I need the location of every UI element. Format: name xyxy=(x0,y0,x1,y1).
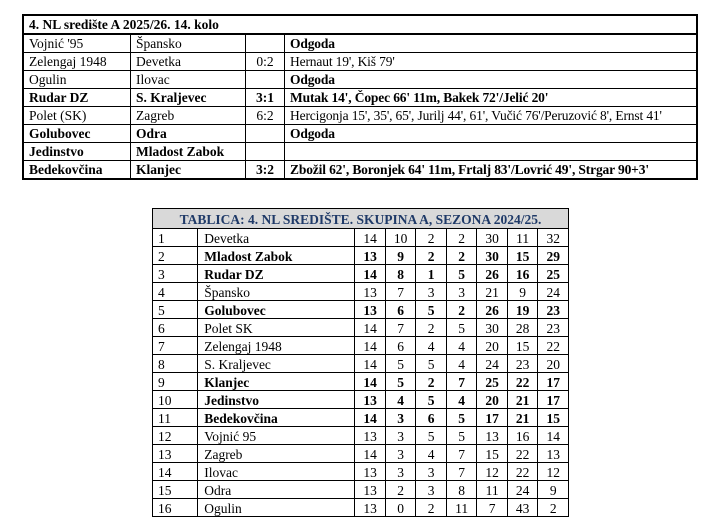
standings-wins: 2 xyxy=(385,481,416,499)
standings-points: 17 xyxy=(538,391,569,409)
standings-position: 8 xyxy=(153,355,198,373)
standings-position: 12 xyxy=(153,427,198,445)
standings-losses: 3 xyxy=(446,283,477,301)
standings-draws: 1 xyxy=(416,265,447,283)
standings-row xyxy=(153,481,569,499)
standings-wins: 8 xyxy=(385,265,416,283)
standings-goals-against: 21 xyxy=(507,391,538,409)
standings-position: 9 xyxy=(153,373,198,391)
standings-goals-against: 21 xyxy=(507,409,538,427)
standings-wins: 9 xyxy=(385,247,416,265)
standings-row xyxy=(153,229,569,247)
home-team: Polet (SK) xyxy=(23,107,131,125)
standings-goals-against: 28 xyxy=(507,319,538,337)
standings-draws: 3 xyxy=(416,463,447,481)
standings-losses: 4 xyxy=(446,355,477,373)
home-team: Jedinstvo xyxy=(23,143,131,161)
standings-points: 15 xyxy=(538,409,569,427)
standings-position: 4 xyxy=(153,283,198,301)
standings-goals-against: 23 xyxy=(507,355,538,373)
standings-team: Jedinstvo xyxy=(198,391,355,409)
standings-goals-for: 25 xyxy=(477,373,508,391)
standings-points: 9 xyxy=(538,481,569,499)
standings-draws: 6 xyxy=(416,409,447,427)
standings-losses: 2 xyxy=(446,229,477,247)
standings-team: S. Kraljevec xyxy=(198,355,355,373)
standings-played: 14 xyxy=(355,265,386,283)
standings-table xyxy=(152,208,569,517)
standings-row xyxy=(153,283,569,301)
standings-points: 14 xyxy=(538,427,569,445)
standings-points: 23 xyxy=(538,301,569,319)
standings-points: 32 xyxy=(538,229,569,247)
standings-draws: 2 xyxy=(416,373,447,391)
standings-wins: 7 xyxy=(385,283,416,301)
standings-draws: 2 xyxy=(416,499,447,517)
away-team: Devetka xyxy=(131,53,246,71)
standings-goals-against: 22 xyxy=(507,445,538,463)
results-title-row xyxy=(23,15,697,34)
match-row xyxy=(23,143,697,161)
standings-points: 13 xyxy=(538,445,569,463)
standings-goals-against: 22 xyxy=(507,463,538,481)
standings-goals-against: 9 xyxy=(507,283,538,301)
match-row xyxy=(23,107,697,125)
home-team: Rudar DZ xyxy=(23,89,131,107)
standings-position: 3 xyxy=(153,265,198,283)
standings-team: Polet SK xyxy=(198,319,355,337)
standings-losses: 5 xyxy=(446,427,477,445)
standings-played: 13 xyxy=(355,481,386,499)
standings-points: 23 xyxy=(538,319,569,337)
standings-goals-against: 15 xyxy=(507,247,538,265)
standings-draws: 2 xyxy=(416,247,447,265)
home-team: Ogulin xyxy=(23,71,131,89)
standings-played: 13 xyxy=(355,283,386,301)
standings-wins: 7 xyxy=(385,319,416,337)
standings-position: 2 xyxy=(153,247,198,265)
away-team: Ilovac xyxy=(131,71,246,89)
standings-row xyxy=(153,301,569,319)
standings-position: 1 xyxy=(153,229,198,247)
standings-played: 13 xyxy=(355,391,386,409)
standings-team: Odra xyxy=(198,481,355,499)
standings-row xyxy=(153,373,569,391)
match-scorers: Zbožil 62', Boronjek 64' 11m, Frtalj 83'/Lovrić 49', Strgar 90+3' xyxy=(285,161,698,180)
home-team: Vojnić '95 xyxy=(23,34,131,53)
match-scorers: Odgoda xyxy=(285,125,698,143)
standings-goals-against: 16 xyxy=(507,265,538,283)
standings-goals-against: 11 xyxy=(507,229,538,247)
standings-goals-for: 24 xyxy=(477,355,508,373)
standings-row xyxy=(153,265,569,283)
home-team: Golubovec xyxy=(23,125,131,143)
standings-draws: 5 xyxy=(416,427,447,445)
standings-losses: 8 xyxy=(446,481,477,499)
standings-row xyxy=(153,355,569,373)
standings-team: Ilovac xyxy=(198,463,355,481)
standings-losses: 11 xyxy=(446,499,477,517)
standings-goals-for: 20 xyxy=(477,337,508,355)
standings-row xyxy=(153,391,569,409)
match-score: 6:2 xyxy=(246,107,285,125)
away-team: S. Kraljevec xyxy=(131,89,246,107)
standings-draws: 3 xyxy=(416,481,447,499)
away-team: Odra xyxy=(131,125,246,143)
standings-draws: 4 xyxy=(416,337,447,355)
away-team: Mladost Zabok xyxy=(131,143,246,161)
standings-team: Golubovec xyxy=(198,301,355,319)
standings-draws: 3 xyxy=(416,283,447,301)
standings-wins: 6 xyxy=(385,301,416,319)
standings-wins: 4 xyxy=(385,391,416,409)
standings-points: 17 xyxy=(538,373,569,391)
standings-row xyxy=(153,445,569,463)
standings-position: 16 xyxy=(153,499,198,517)
standings-wins: 5 xyxy=(385,355,416,373)
standings-goals-for: 13 xyxy=(477,427,508,445)
results-title: 4. NL središte A 2025/26. 14. kolo xyxy=(23,15,697,34)
away-team: Špansko xyxy=(131,34,246,53)
standings-goals-against: 22 xyxy=(507,373,538,391)
standings-points: 2 xyxy=(538,499,569,517)
standings-draws: 2 xyxy=(416,229,447,247)
standings-title-row xyxy=(153,209,569,229)
match-scorers: Odgoda xyxy=(285,71,698,89)
standings-played: 13 xyxy=(355,247,386,265)
match-scorers xyxy=(285,143,698,161)
standings-points: 20 xyxy=(538,355,569,373)
match-scorers: Odgoda xyxy=(285,34,698,53)
standings-played: 13 xyxy=(355,499,386,517)
standings-team: Bedekovčina xyxy=(198,409,355,427)
standings-goals-for: 26 xyxy=(477,301,508,319)
standings-position: 7 xyxy=(153,337,198,355)
away-team: Klanjec xyxy=(131,161,246,180)
standings-losses: 7 xyxy=(446,463,477,481)
standings-team: Ogulin xyxy=(198,499,355,517)
standings-team: Vojnić 95 xyxy=(198,427,355,445)
standings-goals-against: 15 xyxy=(507,337,538,355)
match-score: 3:2 xyxy=(246,161,285,180)
standings-draws: 5 xyxy=(416,355,447,373)
standings-position: 14 xyxy=(153,463,198,481)
standings-goals-for: 17 xyxy=(477,409,508,427)
standings-team: Špansko xyxy=(198,283,355,301)
standings-team: Zagreb xyxy=(198,445,355,463)
standings-goals-for: 11 xyxy=(477,481,508,499)
standings-played: 13 xyxy=(355,463,386,481)
match-score: 3:1 xyxy=(246,89,285,107)
standings-position: 15 xyxy=(153,481,198,499)
match-row xyxy=(23,125,697,143)
standings-row xyxy=(153,337,569,355)
standings-wins: 3 xyxy=(385,463,416,481)
match-score: 0:2 xyxy=(246,53,285,71)
standings-row xyxy=(153,409,569,427)
match-score xyxy=(246,125,285,143)
standings-played: 14 xyxy=(355,229,386,247)
standings-losses: 7 xyxy=(446,445,477,463)
standings-goals-for: 30 xyxy=(477,319,508,337)
standings-goals-for: 30 xyxy=(477,229,508,247)
standings-goals-for: 21 xyxy=(477,283,508,301)
results-table xyxy=(22,14,698,180)
standings-points: 25 xyxy=(538,265,569,283)
standings-row xyxy=(153,463,569,481)
standings-goals-for: 15 xyxy=(477,445,508,463)
standings-played: 14 xyxy=(355,409,386,427)
standings-wins: 3 xyxy=(385,445,416,463)
standings-team: Klanjec xyxy=(198,373,355,391)
standings-points: 24 xyxy=(538,283,569,301)
standings-losses: 4 xyxy=(446,337,477,355)
home-team: Zelengaj 1948 xyxy=(23,53,131,71)
standings-goals-against: 24 xyxy=(507,481,538,499)
standings-losses: 5 xyxy=(446,319,477,337)
standings-position: 10 xyxy=(153,391,198,409)
standings-played: 13 xyxy=(355,427,386,445)
standings-wins: 10 xyxy=(385,229,416,247)
match-score xyxy=(246,34,285,53)
standings-position: 6 xyxy=(153,319,198,337)
standings-draws: 2 xyxy=(416,319,447,337)
standings-wins: 6 xyxy=(385,337,416,355)
standings-draws: 5 xyxy=(416,301,447,319)
home-team: Bedekovčina xyxy=(23,161,131,180)
match-row xyxy=(23,53,697,71)
match-scorers: Hernaut 19', Kiš 79' xyxy=(285,53,698,71)
standings-goals-for: 30 xyxy=(477,247,508,265)
standings-wins: 5 xyxy=(385,373,416,391)
standings-played: 14 xyxy=(355,319,386,337)
standings-goals-for: 7 xyxy=(477,499,508,517)
standings-position: 13 xyxy=(153,445,198,463)
standings-row xyxy=(153,247,569,265)
match-row xyxy=(23,71,697,89)
standings-position: 11 xyxy=(153,409,198,427)
standings-points: 29 xyxy=(538,247,569,265)
standings-body xyxy=(153,209,569,517)
standings-played: 14 xyxy=(355,355,386,373)
standings-row xyxy=(153,427,569,445)
standings-team: Zelengaj 1948 xyxy=(198,337,355,355)
standings-losses: 5 xyxy=(446,265,477,283)
standings-played: 14 xyxy=(355,445,386,463)
standings-losses: 5 xyxy=(446,409,477,427)
standings-row xyxy=(153,499,569,517)
standings-losses: 2 xyxy=(446,247,477,265)
match-row xyxy=(23,161,697,180)
standings-wins: 0 xyxy=(385,499,416,517)
standings-points: 22 xyxy=(538,337,569,355)
standings-goals-for: 20 xyxy=(477,391,508,409)
standings-team: Rudar DZ xyxy=(198,265,355,283)
standings-position: 5 xyxy=(153,301,198,319)
match-scorers: Mutak 14', Čopec 66' 11m, Bakek 72'/Jelić 20' xyxy=(285,89,698,107)
standings-draws: 4 xyxy=(416,445,447,463)
standings-title: TABLICA: 4. NL SREDIŠTE. SKUPINA A, SEZONA 2024/25. xyxy=(153,209,569,229)
standings-goals-against: 19 xyxy=(507,301,538,319)
match-score xyxy=(246,143,285,161)
standings-goals-against: 16 xyxy=(507,427,538,445)
standings-draws: 5 xyxy=(416,391,447,409)
standings-played: 13 xyxy=(355,301,386,319)
standings-losses: 2 xyxy=(446,301,477,319)
match-row xyxy=(23,89,697,107)
standings-goals-against: 43 xyxy=(507,499,538,517)
standings-points: 12 xyxy=(538,463,569,481)
match-row xyxy=(23,34,697,53)
match-scorers: Hercigonja 15', 35', 65', Jurilj 44', 61', Vučić 76'/Peruzović 8', Ernst 41' xyxy=(285,107,698,125)
standings-row xyxy=(153,319,569,337)
standings-wins: 3 xyxy=(385,427,416,445)
standings-team: Devetka xyxy=(198,229,355,247)
standings-played: 14 xyxy=(355,337,386,355)
standings-wins: 3 xyxy=(385,409,416,427)
standings-goals-for: 12 xyxy=(477,463,508,481)
standings-played: 14 xyxy=(355,373,386,391)
away-team: Zagreb xyxy=(131,107,246,125)
standings-team: Mladost Zabok xyxy=(198,247,355,265)
standings-losses: 7 xyxy=(446,373,477,391)
standings-goals-for: 26 xyxy=(477,265,508,283)
results-body xyxy=(23,15,697,179)
match-score xyxy=(246,71,285,89)
standings-losses: 4 xyxy=(446,391,477,409)
